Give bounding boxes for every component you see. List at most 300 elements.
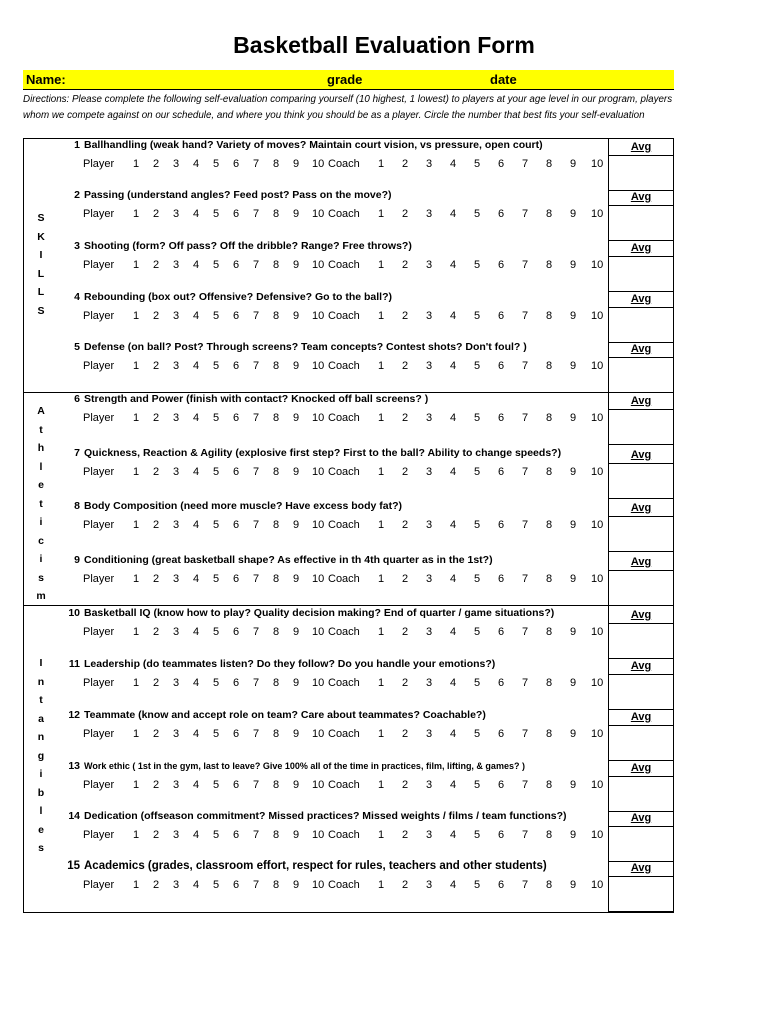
grade-label[interactable]: grade (327, 72, 363, 87)
player-rating-option[interactable]: 8 (273, 208, 280, 220)
name-label[interactable]: Name: (26, 72, 66, 87)
player-rating-option[interactable]: 5 (213, 360, 220, 372)
coach-rating-option[interactable]: 1 (378, 412, 385, 424)
coach-rating-option[interactable]: 6 (498, 728, 505, 740)
player-rating-option[interactable]: 4 (193, 310, 200, 322)
coach-rating-option[interactable]: 2 (402, 779, 409, 791)
coach-rating-option[interactable]: 1 (378, 360, 385, 372)
player-rating-option[interactable]: 3 (173, 310, 180, 322)
coach-rating-option[interactable]: 6 (498, 360, 505, 372)
coach-rating-option[interactable]: 8 (546, 879, 553, 891)
player-rating-option[interactable]: 2 (153, 728, 160, 740)
coach-rating-option[interactable]: 8 (546, 519, 553, 531)
coach-rating-option[interactable]: 10 (591, 626, 604, 638)
coach-rating-option[interactable]: 5 (474, 158, 481, 170)
coach-rating-option[interactable]: 9 (570, 360, 577, 372)
coach-rating-option[interactable]: 3 (426, 208, 433, 220)
player-rating-option[interactable]: 8 (273, 728, 280, 740)
player-rating-option[interactable]: 1 (133, 779, 140, 791)
player-rating-option[interactable]: 7 (253, 158, 260, 170)
player-rating-option[interactable]: 8 (273, 360, 280, 372)
avg-input-box[interactable] (608, 205, 674, 241)
coach-rating-option[interactable]: 2 (402, 360, 409, 372)
coach-rating-option[interactable]: 8 (546, 360, 553, 372)
coach-rating-option[interactable]: 1 (378, 158, 385, 170)
coach-rating-option[interactable]: 5 (474, 360, 481, 372)
coach-rating-option[interactable]: 6 (498, 158, 505, 170)
coach-rating-option[interactable]: 8 (546, 310, 553, 322)
player-rating-option[interactable]: 9 (293, 360, 300, 372)
coach-rating-option[interactable]: 4 (450, 360, 457, 372)
coach-rating-option[interactable]: 5 (474, 626, 481, 638)
player-rating-option[interactable]: 7 (253, 259, 260, 271)
player-rating-option[interactable]: 1 (133, 208, 140, 220)
player-rating-option[interactable]: 8 (273, 573, 280, 585)
coach-rating-option[interactable]: 8 (546, 259, 553, 271)
player-rating-option[interactable]: 9 (293, 829, 300, 841)
coach-rating-option[interactable]: 4 (450, 259, 457, 271)
coach-rating-option[interactable]: 6 (498, 677, 505, 689)
player-rating-option[interactable]: 1 (133, 573, 140, 585)
coach-rating-option[interactable]: 5 (474, 310, 481, 322)
player-rating-option[interactable]: 7 (253, 360, 260, 372)
coach-rating-option[interactable]: 1 (378, 573, 385, 585)
coach-rating-option[interactable]: 10 (591, 360, 604, 372)
player-rating-option[interactable]: 5 (213, 158, 220, 170)
coach-rating-option[interactable]: 7 (522, 829, 529, 841)
coach-rating-option[interactable]: 2 (402, 466, 409, 478)
player-rating-option[interactable]: 1 (133, 259, 140, 271)
avg-input-box[interactable] (608, 463, 674, 499)
coach-rating-option[interactable]: 3 (426, 412, 433, 424)
coach-rating-option[interactable]: 5 (474, 208, 481, 220)
player-rating-option[interactable]: 5 (213, 677, 220, 689)
player-rating-option[interactable]: 6 (233, 728, 240, 740)
player-rating-option[interactable]: 6 (233, 519, 240, 531)
coach-rating-option[interactable]: 10 (591, 412, 604, 424)
coach-rating-option[interactable]: 2 (402, 310, 409, 322)
player-rating-option[interactable]: 2 (153, 310, 160, 322)
player-rating-option[interactable]: 8 (273, 829, 280, 841)
avg-input-box[interactable] (608, 307, 674, 343)
player-rating-option[interactable]: 1 (133, 158, 140, 170)
player-rating-option[interactable]: 3 (173, 677, 180, 689)
coach-rating-option[interactable]: 4 (450, 879, 457, 891)
player-rating-option[interactable]: 7 (253, 208, 260, 220)
coach-rating-option[interactable]: 10 (591, 728, 604, 740)
player-rating-option[interactable]: 6 (233, 310, 240, 322)
player-rating-option[interactable]: 8 (273, 879, 280, 891)
coach-rating-option[interactable]: 7 (522, 259, 529, 271)
player-rating-option[interactable]: 7 (253, 626, 260, 638)
coach-rating-option[interactable]: 10 (591, 158, 604, 170)
player-rating-option[interactable]: 1 (133, 728, 140, 740)
avg-input-box[interactable] (608, 826, 674, 862)
coach-rating-option[interactable]: 7 (522, 677, 529, 689)
player-rating-option[interactable]: 10 (312, 158, 325, 170)
player-rating-option[interactable]: 2 (153, 466, 160, 478)
player-rating-option[interactable]: 2 (153, 879, 160, 891)
coach-rating-option[interactable]: 7 (522, 519, 529, 531)
coach-rating-option[interactable]: 10 (591, 829, 604, 841)
player-rating-option[interactable]: 4 (193, 360, 200, 372)
coach-rating-option[interactable]: 9 (570, 310, 577, 322)
coach-rating-option[interactable]: 10 (591, 310, 604, 322)
coach-rating-option[interactable]: 4 (450, 208, 457, 220)
player-rating-option[interactable]: 6 (233, 573, 240, 585)
player-rating-option[interactable]: 3 (173, 158, 180, 170)
coach-rating-option[interactable]: 8 (546, 677, 553, 689)
player-rating-option[interactable]: 2 (153, 573, 160, 585)
coach-rating-option[interactable]: 7 (522, 626, 529, 638)
player-rating-option[interactable]: 5 (213, 519, 220, 531)
coach-rating-option[interactable]: 1 (378, 259, 385, 271)
player-rating-option[interactable]: 3 (173, 259, 180, 271)
coach-rating-option[interactable]: 9 (570, 626, 577, 638)
player-rating-option[interactable]: 2 (153, 829, 160, 841)
coach-rating-option[interactable]: 5 (474, 829, 481, 841)
player-rating-option[interactable]: 5 (213, 259, 220, 271)
player-rating-option[interactable]: 4 (193, 879, 200, 891)
player-rating-option[interactable]: 2 (153, 412, 160, 424)
player-rating-option[interactable]: 10 (312, 573, 325, 585)
player-rating-option[interactable]: 3 (173, 466, 180, 478)
player-rating-option[interactable]: 3 (173, 779, 180, 791)
player-rating-option[interactable]: 6 (233, 412, 240, 424)
coach-rating-option[interactable]: 6 (498, 626, 505, 638)
player-rating-option[interactable]: 4 (193, 208, 200, 220)
coach-rating-option[interactable]: 4 (450, 677, 457, 689)
coach-rating-option[interactable]: 5 (474, 412, 481, 424)
coach-rating-option[interactable]: 7 (522, 158, 529, 170)
coach-rating-option[interactable]: 2 (402, 677, 409, 689)
player-rating-option[interactable]: 4 (193, 728, 200, 740)
coach-rating-option[interactable]: 7 (522, 412, 529, 424)
player-rating-option[interactable]: 9 (293, 626, 300, 638)
player-rating-option[interactable]: 6 (233, 829, 240, 841)
coach-rating-option[interactable]: 4 (450, 779, 457, 791)
player-rating-option[interactable]: 8 (273, 519, 280, 531)
coach-rating-option[interactable]: 8 (546, 626, 553, 638)
player-rating-option[interactable]: 5 (213, 573, 220, 585)
player-rating-option[interactable]: 10 (312, 779, 325, 791)
coach-rating-option[interactable]: 8 (546, 779, 553, 791)
coach-rating-option[interactable]: 7 (522, 728, 529, 740)
coach-rating-option[interactable]: 5 (474, 573, 481, 585)
player-rating-option[interactable]: 3 (173, 879, 180, 891)
avg-input-box[interactable] (608, 570, 674, 606)
coach-rating-option[interactable]: 6 (498, 412, 505, 424)
avg-input-box[interactable] (608, 776, 674, 812)
coach-rating-option[interactable]: 9 (570, 677, 577, 689)
player-rating-option[interactable]: 1 (133, 626, 140, 638)
player-rating-option[interactable]: 7 (253, 677, 260, 689)
coach-rating-option[interactable]: 3 (426, 158, 433, 170)
coach-rating-option[interactable]: 2 (402, 519, 409, 531)
coach-rating-option[interactable]: 6 (498, 573, 505, 585)
player-rating-option[interactable]: 10 (312, 466, 325, 478)
coach-rating-option[interactable]: 9 (570, 158, 577, 170)
coach-rating-option[interactable]: 5 (474, 259, 481, 271)
coach-rating-option[interactable]: 10 (591, 208, 604, 220)
player-rating-option[interactable]: 7 (253, 573, 260, 585)
player-rating-option[interactable]: 10 (312, 626, 325, 638)
player-rating-option[interactable]: 1 (133, 466, 140, 478)
player-rating-option[interactable]: 2 (153, 259, 160, 271)
player-rating-option[interactable]: 9 (293, 259, 300, 271)
coach-rating-option[interactable]: 6 (498, 519, 505, 531)
coach-rating-option[interactable]: 6 (498, 259, 505, 271)
coach-rating-option[interactable]: 6 (498, 208, 505, 220)
coach-rating-option[interactable]: 9 (570, 259, 577, 271)
player-rating-option[interactable]: 2 (153, 158, 160, 170)
player-rating-option[interactable]: 3 (173, 360, 180, 372)
player-rating-option[interactable]: 9 (293, 879, 300, 891)
coach-rating-option[interactable]: 8 (546, 829, 553, 841)
avg-input-box[interactable] (608, 409, 674, 445)
player-rating-option[interactable]: 8 (273, 466, 280, 478)
avg-input-box[interactable] (608, 516, 674, 552)
coach-rating-option[interactable]: 4 (450, 728, 457, 740)
coach-rating-option[interactable]: 1 (378, 208, 385, 220)
coach-rating-option[interactable]: 9 (570, 728, 577, 740)
coach-rating-option[interactable]: 1 (378, 677, 385, 689)
player-rating-option[interactable]: 7 (253, 879, 260, 891)
coach-rating-option[interactable]: 4 (450, 310, 457, 322)
coach-rating-option[interactable]: 7 (522, 779, 529, 791)
coach-rating-option[interactable]: 5 (474, 677, 481, 689)
player-rating-option[interactable]: 8 (273, 779, 280, 791)
coach-rating-option[interactable]: 7 (522, 879, 529, 891)
coach-rating-option[interactable]: 8 (546, 728, 553, 740)
player-rating-option[interactable]: 1 (133, 677, 140, 689)
avg-input-box[interactable] (608, 674, 674, 710)
coach-rating-option[interactable]: 5 (474, 879, 481, 891)
player-rating-option[interactable]: 5 (213, 728, 220, 740)
player-rating-option[interactable]: 6 (233, 626, 240, 638)
player-rating-option[interactable]: 3 (173, 208, 180, 220)
player-rating-option[interactable]: 7 (253, 779, 260, 791)
coach-rating-option[interactable]: 8 (546, 573, 553, 585)
player-rating-option[interactable]: 5 (213, 412, 220, 424)
player-rating-option[interactable]: 6 (233, 259, 240, 271)
player-rating-option[interactable]: 6 (233, 360, 240, 372)
coach-rating-option[interactable]: 4 (450, 412, 457, 424)
coach-rating-option[interactable]: 7 (522, 310, 529, 322)
coach-rating-option[interactable]: 9 (570, 573, 577, 585)
player-rating-option[interactable]: 4 (193, 779, 200, 791)
player-rating-option[interactable]: 7 (253, 466, 260, 478)
coach-rating-option[interactable]: 6 (498, 829, 505, 841)
coach-rating-option[interactable]: 3 (426, 360, 433, 372)
player-rating-option[interactable]: 4 (193, 829, 200, 841)
player-rating-option[interactable]: 3 (173, 728, 180, 740)
coach-rating-option[interactable]: 4 (450, 573, 457, 585)
player-rating-option[interactable]: 9 (293, 728, 300, 740)
coach-rating-option[interactable]: 2 (402, 626, 409, 638)
player-rating-option[interactable]: 6 (233, 779, 240, 791)
coach-rating-option[interactable]: 9 (570, 412, 577, 424)
coach-rating-option[interactable]: 7 (522, 573, 529, 585)
avg-input-box[interactable] (608, 623, 674, 659)
player-rating-option[interactable]: 9 (293, 573, 300, 585)
player-rating-option[interactable]: 10 (312, 310, 325, 322)
player-rating-option[interactable]: 1 (133, 412, 140, 424)
player-rating-option[interactable]: 2 (153, 519, 160, 531)
player-rating-option[interactable]: 9 (293, 412, 300, 424)
player-rating-option[interactable]: 9 (293, 208, 300, 220)
date-label[interactable]: date (490, 72, 517, 87)
coach-rating-option[interactable]: 9 (570, 779, 577, 791)
player-rating-option[interactable]: 9 (293, 677, 300, 689)
coach-rating-option[interactable]: 7 (522, 466, 529, 478)
coach-rating-option[interactable]: 8 (546, 466, 553, 478)
coach-rating-option[interactable]: 9 (570, 208, 577, 220)
player-rating-option[interactable]: 2 (153, 208, 160, 220)
player-rating-option[interactable]: 4 (193, 519, 200, 531)
coach-rating-option[interactable]: 1 (378, 519, 385, 531)
player-rating-option[interactable]: 10 (312, 829, 325, 841)
coach-rating-option[interactable]: 7 (522, 360, 529, 372)
coach-rating-option[interactable]: 6 (498, 779, 505, 791)
coach-rating-option[interactable]: 4 (450, 519, 457, 531)
player-rating-option[interactable]: 3 (173, 412, 180, 424)
player-rating-option[interactable]: 5 (213, 829, 220, 841)
coach-rating-option[interactable]: 1 (378, 626, 385, 638)
player-rating-option[interactable]: 4 (193, 677, 200, 689)
coach-rating-option[interactable]: 1 (378, 829, 385, 841)
player-rating-option[interactable]: 4 (193, 573, 200, 585)
player-rating-option[interactable]: 5 (213, 208, 220, 220)
coach-rating-option[interactable]: 9 (570, 519, 577, 531)
player-rating-option[interactable]: 1 (133, 519, 140, 531)
coach-rating-option[interactable]: 1 (378, 728, 385, 740)
coach-rating-option[interactable]: 3 (426, 728, 433, 740)
player-rating-option[interactable]: 9 (293, 158, 300, 170)
coach-rating-option[interactable]: 2 (402, 829, 409, 841)
player-rating-option[interactable]: 6 (233, 158, 240, 170)
player-rating-option[interactable]: 4 (193, 466, 200, 478)
player-rating-option[interactable]: 8 (273, 412, 280, 424)
player-rating-option[interactable]: 8 (273, 158, 280, 170)
player-rating-option[interactable]: 1 (133, 829, 140, 841)
player-rating-option[interactable]: 10 (312, 360, 325, 372)
player-rating-option[interactable]: 1 (133, 310, 140, 322)
coach-rating-option[interactable]: 2 (402, 158, 409, 170)
player-rating-option[interactable]: 8 (273, 310, 280, 322)
player-rating-option[interactable]: 6 (233, 879, 240, 891)
coach-rating-option[interactable]: 6 (498, 466, 505, 478)
player-rating-option[interactable]: 7 (253, 728, 260, 740)
coach-rating-option[interactable]: 10 (591, 259, 604, 271)
coach-rating-option[interactable]: 6 (498, 310, 505, 322)
player-rating-option[interactable]: 10 (312, 879, 325, 891)
coach-rating-option[interactable]: 4 (450, 829, 457, 841)
avg-input-box[interactable] (608, 256, 674, 292)
coach-rating-option[interactable]: 7 (522, 208, 529, 220)
coach-rating-option[interactable]: 5 (474, 466, 481, 478)
coach-rating-option[interactable]: 2 (402, 208, 409, 220)
coach-rating-option[interactable]: 3 (426, 677, 433, 689)
coach-rating-option[interactable]: 2 (402, 573, 409, 585)
coach-rating-option[interactable]: 3 (426, 466, 433, 478)
coach-rating-option[interactable]: 9 (570, 466, 577, 478)
player-rating-option[interactable]: 9 (293, 310, 300, 322)
player-rating-option[interactable]: 3 (173, 573, 180, 585)
player-rating-option[interactable]: 2 (153, 626, 160, 638)
coach-rating-option[interactable]: 9 (570, 879, 577, 891)
coach-rating-option[interactable]: 2 (402, 879, 409, 891)
coach-rating-option[interactable]: 1 (378, 879, 385, 891)
player-rating-option[interactable]: 10 (312, 259, 325, 271)
coach-rating-option[interactable]: 3 (426, 626, 433, 638)
player-rating-option[interactable]: 7 (253, 310, 260, 322)
player-rating-option[interactable]: 10 (312, 728, 325, 740)
player-rating-option[interactable]: 5 (213, 310, 220, 322)
player-rating-option[interactable]: 10 (312, 519, 325, 531)
player-rating-option[interactable]: 10 (312, 412, 325, 424)
coach-rating-option[interactable]: 8 (546, 208, 553, 220)
coach-rating-option[interactable]: 3 (426, 310, 433, 322)
coach-rating-option[interactable]: 1 (378, 779, 385, 791)
avg-input-box[interactable] (608, 155, 674, 191)
player-rating-option[interactable]: 6 (233, 466, 240, 478)
coach-rating-option[interactable]: 3 (426, 829, 433, 841)
player-rating-option[interactable]: 3 (173, 626, 180, 638)
player-rating-option[interactable]: 4 (193, 158, 200, 170)
player-rating-option[interactable]: 10 (312, 208, 325, 220)
coach-rating-option[interactable]: 4 (450, 466, 457, 478)
coach-rating-option[interactable]: 1 (378, 310, 385, 322)
coach-rating-option[interactable]: 8 (546, 412, 553, 424)
coach-rating-option[interactable]: 10 (591, 677, 604, 689)
coach-rating-option[interactable]: 9 (570, 829, 577, 841)
coach-rating-option[interactable]: 2 (402, 728, 409, 740)
coach-rating-option[interactable]: 5 (474, 728, 481, 740)
player-rating-option[interactable]: 7 (253, 519, 260, 531)
coach-rating-option[interactable]: 6 (498, 879, 505, 891)
coach-rating-option[interactable]: 4 (450, 158, 457, 170)
player-rating-option[interactable]: 6 (233, 677, 240, 689)
coach-rating-option[interactable]: 5 (474, 779, 481, 791)
player-rating-option[interactable]: 1 (133, 879, 140, 891)
player-rating-option[interactable]: 2 (153, 677, 160, 689)
player-rating-option[interactable]: 9 (293, 466, 300, 478)
player-rating-option[interactable]: 9 (293, 519, 300, 531)
player-rating-option[interactable]: 7 (253, 829, 260, 841)
coach-rating-option[interactable]: 10 (591, 519, 604, 531)
coach-rating-option[interactable]: 10 (591, 879, 604, 891)
coach-rating-option[interactable]: 10 (591, 466, 604, 478)
player-rating-option[interactable]: 9 (293, 779, 300, 791)
player-rating-option[interactable]: 5 (213, 626, 220, 638)
coach-rating-option[interactable]: 4 (450, 626, 457, 638)
player-rating-option[interactable]: 5 (213, 466, 220, 478)
avg-input-box[interactable] (608, 876, 674, 912)
player-rating-option[interactable]: 3 (173, 519, 180, 531)
coach-rating-option[interactable]: 2 (402, 259, 409, 271)
coach-rating-option[interactable]: 3 (426, 573, 433, 585)
player-rating-option[interactable]: 8 (273, 259, 280, 271)
player-rating-option[interactable]: 3 (173, 829, 180, 841)
player-rating-option[interactable]: 4 (193, 259, 200, 271)
player-rating-option[interactable]: 5 (213, 779, 220, 791)
player-rating-option[interactable]: 7 (253, 412, 260, 424)
player-rating-option[interactable]: 5 (213, 879, 220, 891)
avg-input-box[interactable] (608, 357, 674, 393)
player-rating-option[interactable]: 4 (193, 412, 200, 424)
player-rating-option[interactable]: 2 (153, 779, 160, 791)
